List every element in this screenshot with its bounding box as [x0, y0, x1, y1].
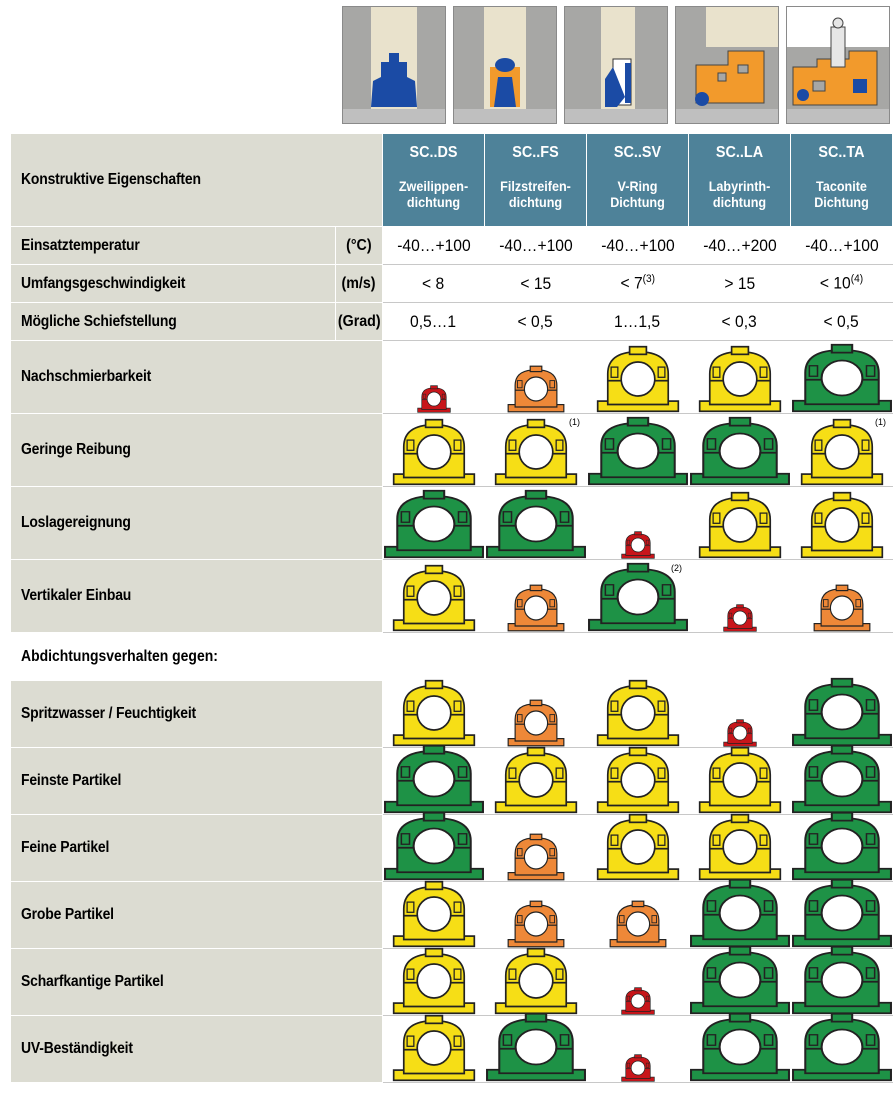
housing-rating-red-icon — [621, 987, 655, 1015]
housing-rating-yellow-icon — [392, 679, 476, 747]
value-cell-ds: < 8 — [383, 265, 485, 303]
row-label-feine-partikel: Feine Partikel — [11, 815, 383, 882]
rating-cell-la — [689, 560, 791, 633]
rating-cell-sv — [587, 949, 689, 1016]
value-cell-ds: -40…+100 — [383, 227, 485, 265]
housing-rating-yellow-icon — [800, 417, 887, 486]
column-header-la: SC..LA Labyrinth- dichtung — [689, 134, 791, 227]
rating-cell-sv — [587, 815, 689, 882]
header-title: Konstruktive Eigenschaften — [11, 134, 383, 227]
housing-rating-yellow-icon — [596, 813, 680, 881]
rating-cell-ds — [383, 560, 485, 633]
housing-rating-green-icon — [791, 677, 893, 747]
rating-cell-fs — [485, 681, 587, 748]
value-cell-ta: < 0,5 — [791, 303, 893, 341]
rating-cell-fs — [485, 487, 587, 560]
housing-rating-red-icon — [723, 719, 757, 747]
value-cell-la: < 0,3 — [689, 303, 791, 341]
housing-rating-yellow-icon — [698, 746, 782, 814]
row-label-mögliche-schiefstellung: Mögliche Schiefstellung — [11, 303, 336, 341]
rating-cell-ta — [791, 1016, 893, 1083]
row-label-vertikaler-einbau: Vertikaler Einbau — [11, 560, 383, 633]
value-cell-la: -40…+200 — [689, 227, 791, 265]
rating-cell-la — [689, 882, 791, 949]
rating-row — [11, 1016, 893, 1083]
row-label-grobe-partikel: Grobe Partikel — [11, 882, 383, 949]
rating-cell-fs — [485, 341, 587, 414]
rating-row — [11, 487, 893, 560]
housing-rating-orange-icon — [507, 584, 565, 632]
value-cell-sv: < $7^{(3)}$ — [587, 265, 689, 303]
rating-cell-la — [689, 815, 791, 882]
value-row — [11, 265, 893, 303]
row-label-feinste-partikel: Feinste Partikel — [11, 748, 383, 815]
value-cell-sv: 1…1,5 — [587, 303, 689, 341]
rating-cell-la — [689, 681, 791, 748]
housing-rating-green-icon — [485, 1012, 587, 1082]
value-cell-ta: < $10^{(4)}$ — [791, 265, 893, 303]
housing-rating-orange-icon — [507, 833, 565, 881]
rating-cell-ds — [383, 414, 485, 487]
housing-rating-green-icon — [791, 1012, 893, 1082]
rating-cell-fs — [485, 815, 587, 882]
rating-cell-fs — [485, 1016, 587, 1083]
rating-row — [11, 949, 893, 1016]
header-row — [11, 134, 893, 227]
rating-cell-la — [689, 487, 791, 560]
housing-rating-yellow-icon — [596, 746, 680, 814]
row-label-uv-beständigkeit: UV-Beständigkeit — [11, 1016, 383, 1083]
housing-rating-green-icon — [689, 416, 791, 486]
seal-image-fs — [453, 6, 557, 124]
rating-cell-fs — [485, 414, 587, 487]
housing-rating-orange-icon — [507, 900, 565, 948]
rating-cell-sv — [587, 882, 689, 949]
column-header-sv: SC..SV V-Ring Dichtung — [587, 134, 689, 227]
row-unit: (Grad) — [336, 303, 383, 341]
housing-rating-green-icon — [689, 878, 791, 948]
seal-image-ds — [342, 6, 446, 124]
rating-cell-sv — [587, 487, 689, 560]
rating-cell-sv — [587, 681, 689, 748]
housing-rating-orange-icon — [813, 584, 871, 632]
rating-cell-ta — [791, 681, 893, 748]
housing-rating-yellow-icon — [494, 746, 578, 814]
footnote-marker: (4) — [850, 273, 864, 286]
rating-cell-la — [689, 949, 791, 1016]
housing-rating-orange-icon — [507, 365, 565, 413]
value-row — [11, 227, 893, 265]
value-cell-ds: 0,5…1 — [383, 303, 485, 341]
value-cell-ta: -40…+100 — [791, 227, 893, 265]
rating-cell-ta — [791, 815, 893, 882]
housing-rating-green-icon — [383, 489, 485, 559]
housing-rating-green-icon — [485, 489, 587, 559]
rating-cell-ta — [791, 487, 893, 560]
rating-cell-sv — [587, 341, 689, 414]
housing-rating-yellow-icon — [698, 345, 782, 413]
section-row — [11, 633, 893, 681]
housing-rating-yellow-icon — [698, 491, 782, 559]
seal-image-la — [675, 6, 779, 124]
seal-image-sv — [564, 6, 668, 124]
housing-rating-green-icon — [689, 1012, 791, 1082]
housing-rating-green-icon — [791, 878, 893, 948]
housing-rating-yellow-icon — [392, 880, 476, 948]
housing-rating-yellow-icon — [494, 417, 581, 486]
rating-cell-ds — [383, 748, 485, 815]
seal-comparison-table — [10, 133, 893, 1083]
rating-cell-la — [689, 341, 791, 414]
housing-rating-yellow-icon — [392, 564, 476, 632]
rating-cell-fs — [485, 882, 587, 949]
rating-cell-ds — [383, 949, 485, 1016]
column-header-fs: SC..FS Filzstreifen- dichtung — [485, 134, 587, 227]
column-header-ds: SC..DS Zweilippen- dichtung — [383, 134, 485, 227]
row-label-nachschmierbarkeit: Nachschmierbarkeit — [11, 341, 383, 414]
value-cell-sv: -40…+100 — [587, 227, 689, 265]
housing-rating-green-icon — [383, 744, 485, 814]
rating-cell-sv — [587, 414, 689, 487]
rating-cell-ds — [383, 1016, 485, 1083]
column-header-ta: SC..TA Taconite Dichtung — [791, 134, 893, 227]
value-cell-fs: -40…+100 — [485, 227, 587, 265]
housing-rating-yellow-icon — [494, 947, 578, 1015]
rating-cell-ta — [791, 949, 893, 1016]
section-title: Abdichtungsverhalten gegen: — [11, 633, 893, 681]
rating-cell-ta — [791, 414, 893, 487]
footnote-marker: (1) — [875, 417, 887, 427]
housing-rating-red-icon — [723, 604, 757, 632]
housing-rating-green-icon — [689, 945, 791, 1015]
housing-rating-green-icon — [791, 945, 893, 1015]
housing-rating-yellow-icon — [596, 345, 680, 413]
housing-rating-red-icon — [621, 531, 655, 559]
rating-cell-la — [689, 414, 791, 487]
rating-cell-fs — [485, 748, 587, 815]
rating-row — [11, 414, 893, 487]
row-label-umfangsgeschwindigkeit: Umfangsgeschwindigkeit — [11, 265, 336, 303]
row-unit: (°C) — [336, 227, 383, 265]
rating-row — [11, 882, 893, 949]
footnote-marker: (3) — [642, 273, 655, 286]
value-cell-fs: < 0,5 — [485, 303, 587, 341]
rating-cell-sv — [587, 748, 689, 815]
value-cell-la: > 15 — [689, 265, 791, 303]
rating-cell-ds — [383, 882, 485, 949]
rating-cell-sv — [587, 560, 689, 633]
rating-cell-ta — [791, 748, 893, 815]
housing-rating-green-icon — [791, 744, 893, 814]
housing-rating-red-icon — [417, 385, 451, 413]
row-unit: (m/s) — [336, 265, 383, 303]
rating-cell-ds — [383, 487, 485, 560]
rating-cell-ta — [791, 341, 893, 414]
rating-cell-sv — [587, 1016, 689, 1083]
seal-image-ta — [786, 6, 890, 124]
value-cell-fs: < 15 — [485, 265, 587, 303]
rating-cell-fs — [485, 560, 587, 633]
rating-cell-la — [689, 1016, 791, 1083]
rating-cell-la — [689, 748, 791, 815]
rating-cell-ds — [383, 681, 485, 748]
row-label-scharfkantige-partikel: Scharfkantige Partikel — [11, 949, 383, 1016]
rating-row — [11, 560, 893, 633]
value-row — [11, 303, 893, 341]
rating-row — [11, 748, 893, 815]
row-label-spritzwasser-feuchtigkeit: Spritzwasser / Feuchtigkeit — [11, 681, 383, 748]
housing-rating-green-icon — [791, 811, 893, 881]
rating-cell-fs — [485, 949, 587, 1016]
housing-rating-orange-icon — [507, 699, 565, 747]
row-label-loslagereignung: Loslagereignung — [11, 487, 383, 560]
housing-rating-green-icon — [791, 343, 893, 413]
rating-cell-ta — [791, 882, 893, 949]
rating-row — [11, 341, 893, 414]
rating-cell-ds — [383, 341, 485, 414]
housing-rating-yellow-icon — [800, 491, 884, 559]
rating-cell-ds — [383, 815, 485, 882]
housing-rating-orange-icon — [609, 900, 667, 948]
housing-rating-yellow-icon — [392, 947, 476, 1015]
housing-rating-green-icon — [383, 811, 485, 881]
footnote-marker: (2) — [671, 563, 683, 573]
housing-rating-yellow-icon — [698, 813, 782, 881]
footnote-marker: (1) — [569, 417, 581, 427]
row-label-einsatztemperatur: Einsatztemperatur — [11, 227, 336, 265]
row-label-geringe-reibung: Geringe Reibung — [11, 414, 383, 487]
housing-rating-yellow-icon — [392, 1014, 476, 1082]
rating-row — [11, 815, 893, 882]
housing-rating-red-icon — [621, 1054, 655, 1082]
rating-cell-ta — [791, 560, 893, 633]
housing-rating-yellow-icon — [596, 679, 680, 747]
housing-rating-yellow-icon — [392, 418, 476, 486]
rating-row — [11, 681, 893, 748]
housing-rating-green-icon — [587, 416, 689, 486]
